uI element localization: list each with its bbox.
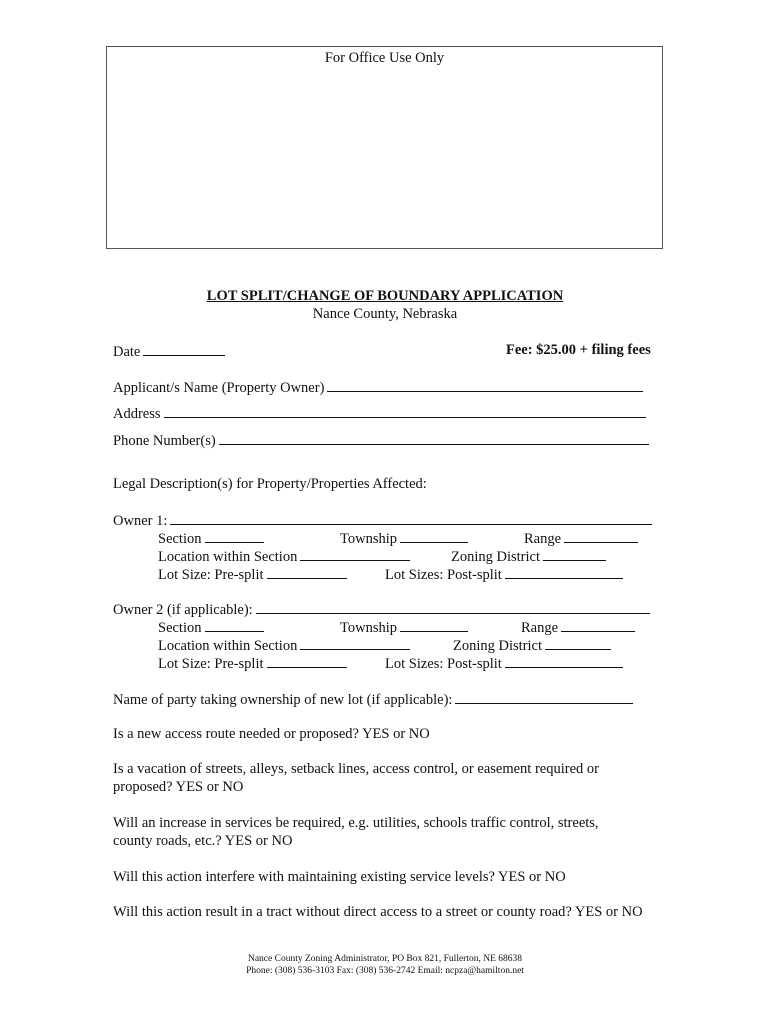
owner2-range-blank[interactable] [561, 617, 635, 632]
owner2-lot-pre-label: Lot Size: Pre-split [158, 656, 264, 672]
footer-address: Nance County Zoning Administrator, PO Box 821, Fullerton, NE 68638 [247, 954, 523, 964]
owner2-township-field[interactable] [340, 617, 468, 637]
owner2-zoning-field[interactable] [453, 635, 611, 655]
access-route-question: Is a new access route needed or proposed? YES or NO [113, 726, 430, 742]
owner1-township-field[interactable] [340, 528, 468, 548]
address-label: Address [113, 406, 161, 422]
form-title: LOT SPLIT/CHANGE OF BOUNDARY APPLICATION [206, 288, 564, 304]
owner2-zoning-label: Zoning District [453, 638, 543, 654]
owner2-lot-post-blank[interactable] [505, 653, 623, 668]
vacation-question-line2: proposed? YES or NO [113, 779, 244, 795]
owner1-lot-post-field[interactable] [385, 564, 623, 584]
owner2-section-blank[interactable] [205, 617, 264, 632]
phone-label: Phone Number(s) [113, 433, 216, 449]
owner2-blank[interactable] [256, 599, 650, 614]
owner1-section-blank[interactable] [205, 528, 264, 543]
applicant-name-label: Applicant/s Name (Property Owner) [113, 380, 325, 396]
owner1-blank[interactable] [170, 510, 652, 525]
owner2-label: Owner 2 (if applicable): [113, 602, 253, 618]
legal-heading: Legal Description(s) for Property/Properties Affected: [113, 476, 427, 492]
owner1-zoning-label: Zoning District [451, 549, 541, 565]
owner1-label: Owner 1: [113, 513, 168, 529]
owner2-lot-pre-blank[interactable] [267, 653, 347, 668]
address-blank[interactable] [164, 403, 646, 418]
owner2-zoning-blank[interactable] [545, 635, 611, 650]
owner2-field[interactable] [113, 599, 650, 619]
applicant-name-blank[interactable] [327, 377, 643, 392]
owner1-lot-post-blank[interactable] [505, 564, 623, 579]
owner1-location-label: Location within Section [158, 549, 298, 565]
applicant-name-field[interactable] [113, 377, 643, 397]
owner2-section-label: Section [158, 620, 202, 636]
owner1-location-field[interactable] [158, 546, 410, 566]
new-owner-label: Name of party taking ownership of new lot (if applicable): [113, 692, 453, 708]
services-question-line1: Will an increase in services be required, e.g. utilities, schools traffic control, streets, [113, 815, 599, 831]
owner1-zoning-blank[interactable] [543, 546, 606, 561]
owner1-lot-post-label: Lot Sizes: Post-split [385, 567, 502, 583]
vacation-question-line1: Is a vacation of streets, alleys, setback lines, access control, or easement required or [113, 761, 599, 777]
owner2-lot-pre-field[interactable] [158, 653, 347, 673]
form-subtitle: Nance County, Nebraska [312, 306, 458, 322]
owner1-field[interactable] [113, 510, 652, 530]
owner1-location-blank[interactable] [300, 546, 410, 561]
phone-blank[interactable] [219, 430, 649, 445]
owner2-location-blank[interactable] [300, 635, 410, 650]
owner1-range-blank[interactable] [564, 528, 638, 543]
owner2-range-label: Range [521, 620, 559, 636]
owner1-range-label: Range [524, 531, 562, 547]
fee-text: Fee: $25.00 + filing fees [506, 342, 651, 358]
phone-field[interactable] [113, 430, 649, 450]
owner1-lot-pre-label: Lot Size: Pre-split [158, 567, 264, 583]
owner2-location-label: Location within Section [158, 638, 298, 654]
owner2-lot-post-field[interactable] [385, 653, 623, 673]
owner2-range-field[interactable] [521, 617, 635, 637]
services-question-line2: county roads, etc.? YES or NO [113, 833, 293, 849]
owner2-township-label: Township [340, 620, 397, 636]
owner2-township-blank[interactable] [400, 617, 468, 632]
date-blank[interactable] [143, 341, 225, 356]
owner2-lot-post-label: Lot Sizes: Post-split [385, 656, 502, 672]
owner1-section-field[interactable] [158, 528, 264, 548]
owner1-range-field[interactable] [524, 528, 638, 548]
owner2-section-field[interactable] [158, 617, 264, 637]
owner1-lot-pre-blank[interactable] [267, 564, 347, 579]
direct-access-question: Will this action result in a tract without direct access to a street or county road? YES or NO [113, 904, 643, 920]
new-owner-field[interactable] [113, 689, 633, 709]
owner1-township-blank[interactable] [400, 528, 468, 543]
owner1-section-label: Section [158, 531, 202, 547]
date-field[interactable] [113, 341, 225, 361]
footer-contact: Phone: (308) 536-3103 Fax: (308) 536-2742 Email: ncpza@hamilton.net [246, 966, 524, 976]
date-label: Date [113, 344, 141, 360]
new-owner-blank[interactable] [455, 689, 633, 704]
owner2-location-field[interactable] [158, 635, 410, 655]
address-field[interactable] [113, 403, 646, 423]
office-use-label: For Office Use Only [324, 50, 445, 66]
owner1-zoning-field[interactable] [451, 546, 606, 566]
service-levels-question: Will this action interfere with maintaining existing service levels? YES or NO [113, 869, 566, 885]
owner1-township-label: Township [340, 531, 397, 547]
owner1-lot-pre-field[interactable] [158, 564, 347, 584]
office-use-box [106, 46, 663, 249]
